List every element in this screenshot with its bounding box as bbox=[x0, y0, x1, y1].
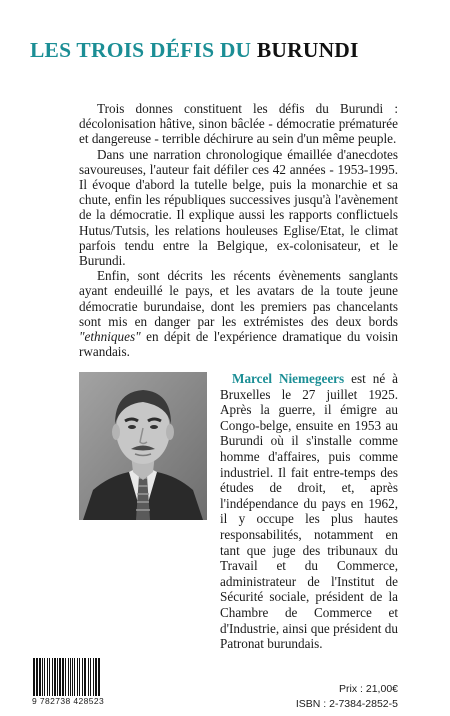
blurb-text: en dépit de l'expérience dramatique du voisin rwandais. bbox=[79, 329, 398, 360]
barcode-bar bbox=[77, 658, 78, 698]
price-label: Prix : 21,00€ bbox=[339, 683, 398, 695]
barcode-bar bbox=[54, 658, 56, 698]
blurb-emphasis: "ethniques" bbox=[79, 329, 141, 345]
barcode-bar bbox=[47, 658, 48, 698]
title-main: LES TROIS DÉFIS DU bbox=[30, 38, 252, 62]
barcode-bar bbox=[98, 658, 100, 698]
barcode-bar bbox=[59, 658, 61, 698]
barcode-bar bbox=[93, 658, 94, 698]
blurb-paragraph-3 bbox=[79, 268, 398, 359]
bio-paragraph bbox=[220, 371, 398, 652]
book-title bbox=[30, 38, 430, 63]
barcode-bar bbox=[52, 658, 53, 698]
blurb-paragraph-2: Dans une narration chronologique émaillée d'anecdotes savoureuses, l'auteur fait défiler ces 42 années - 1953-1995. Il évoque d'abord la tutelle belge, puis la monarchie et sa chute, enfin les républiques successives jusqu'à l'avènement de la démocratie. Il explique aussi les rapports conflictuels Hutus/Tutsis, les relations houleuses Eglise/Etat, le climat parfois tendu entre la Belgique, ex-colonisateur, et le Burundi. bbox=[79, 146, 398, 269]
author-photo bbox=[79, 372, 207, 520]
barcode-bar bbox=[70, 658, 71, 698]
barcode-bar bbox=[90, 658, 91, 698]
barcode-bar bbox=[33, 658, 35, 698]
barcode-bar bbox=[82, 658, 83, 698]
blurb-text: Enfin, sont décrits les récents évènements sanglants ayant endeuillé le pays, et les avatars de la toute jeune démocratie burundaise, dont les premiers pas chancelants sont mis en danger par les extrémistes des deux bords bbox=[79, 268, 398, 329]
barcode-bar bbox=[49, 658, 50, 698]
bio-text: est né à Bruxelles le 27 juillet 1925. Après la guerre, il émigre au Congo-belge, ensuite en 1953 au Burundi où il s'installe comme homme d'affaires, puis comme industriel. Il fait entre-temps des études de droit, et, après l'indépendance du pays en 1962, il y occupe les plus hautes responsabilités, notamment en tant que juge des tribunaux du Travail et du Commerce, administrateur de l'Institut de Sécurité sociale, président de la Chambre de Commerce et d'Industrie, ainsi que président du Patronat burundais. bbox=[220, 371, 398, 652]
barcode-number: 9 782738 428523 bbox=[32, 696, 105, 706]
title-country: BURUNDI bbox=[256, 38, 359, 62]
barcode-bar bbox=[36, 658, 38, 698]
barcode-bar bbox=[72, 658, 73, 698]
barcode-bar bbox=[84, 658, 86, 698]
barcode-bar bbox=[57, 658, 58, 698]
barcode-bar bbox=[79, 658, 80, 698]
barcode-bar bbox=[65, 658, 66, 698]
blurb-paragraph-1: Trois donnes constituent les défis du Burundi : décolonisation hâtive, sinon bâclée - démocratie prématurée et dangereuse - terrible déchirure au sein d'un même peuple. bbox=[79, 101, 398, 147]
barcode-bar bbox=[62, 658, 64, 698]
author-biography bbox=[220, 371, 398, 652]
barcode-bar bbox=[95, 658, 97, 698]
barcode-bar bbox=[68, 658, 69, 698]
barcode-bar bbox=[39, 658, 41, 698]
barcode-bar bbox=[42, 658, 43, 698]
isbn-label: ISBN : 2-7384-2852-5 bbox=[295, 698, 398, 710]
back-cover-blurb bbox=[79, 101, 398, 359]
author-name: Marcel Niemegeers bbox=[232, 371, 345, 386]
barcode-bar bbox=[88, 658, 89, 698]
barcode-bar bbox=[74, 658, 75, 698]
barcode-bar bbox=[44, 658, 45, 698]
